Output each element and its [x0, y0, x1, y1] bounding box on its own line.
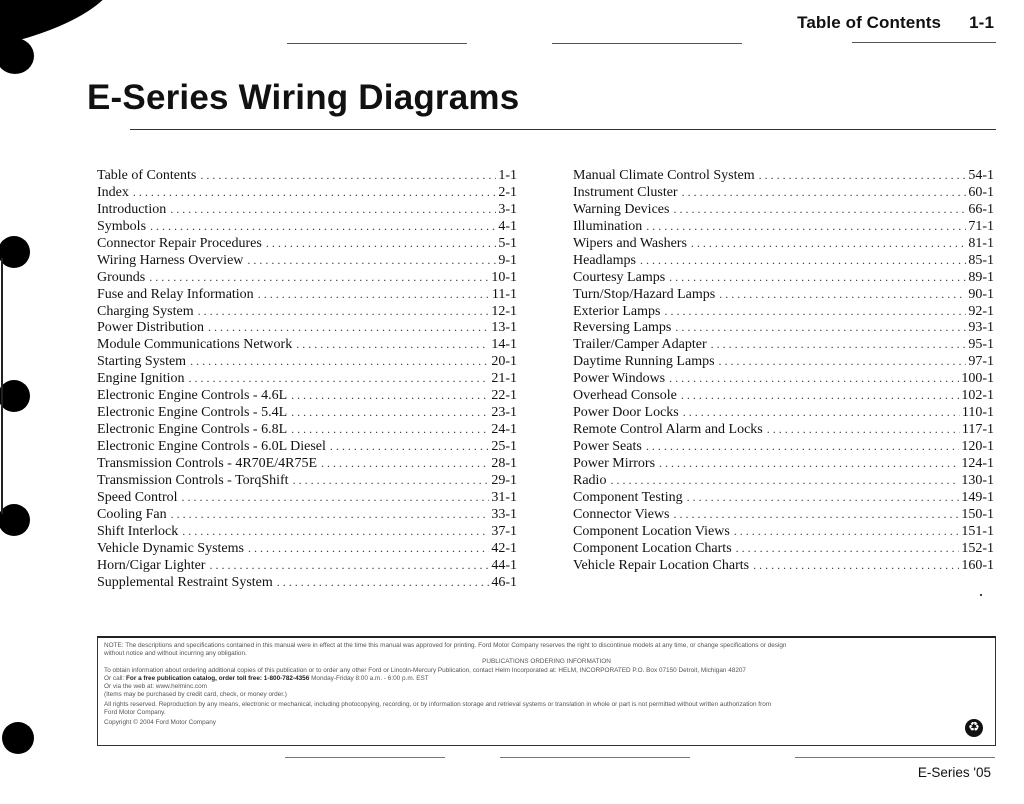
- toc-entry[interactable]: [573, 370, 994, 387]
- toc-entry-label: Engine Ignition: [97, 371, 185, 387]
- rights-text: All rights reserved. Reproduction by any means, electronic or mechanical, including photocopying, recording, or by information storage and retrieval systems or translation in whole or part is not permitted without written authorization from: [104, 700, 772, 708]
- dot-leader: [200, 167, 496, 184]
- toc-entry-label: Vehicle Repair Location Charts: [573, 557, 750, 573]
- toc-entry[interactable]: [97, 506, 517, 523]
- footer-rule: [500, 757, 690, 758]
- toc-entry-page: 31-1: [491, 489, 517, 505]
- dot-leader: [150, 218, 496, 235]
- toc-entry-label: Daytime Running Lamps: [573, 354, 715, 370]
- dot-leader: [182, 523, 489, 540]
- toc-entry[interactable]: [573, 167, 994, 184]
- title-underline: [130, 129, 996, 130]
- toc-entry[interactable]: [97, 489, 517, 506]
- toc-entry-page: 102-1: [961, 388, 994, 404]
- toc-entry-page: 44-1: [491, 557, 517, 573]
- dot-leader: [208, 319, 489, 336]
- dot-leader: [759, 167, 967, 184]
- toc-entry[interactable]: [97, 201, 517, 218]
- document-title: E-Series Wiring Diagrams: [87, 78, 520, 117]
- toc-entry-label: Wipers and Washers: [573, 235, 687, 251]
- toc-entry-page: 71-1: [968, 218, 994, 234]
- ordering-phone-line: [104, 675, 989, 683]
- toc-entry[interactable]: [97, 438, 517, 455]
- toc-entry-label: Index: [97, 184, 129, 200]
- toc-entry[interactable]: [573, 455, 994, 472]
- dot-leader: [664, 303, 966, 320]
- toc-entry[interactable]: [97, 421, 517, 438]
- toc-entry-page: 66-1: [968, 201, 994, 217]
- dot-leader: [640, 252, 966, 269]
- dot-leader: [296, 336, 489, 353]
- toc-entry-page: 12-1: [491, 303, 517, 319]
- toc-entry-label: Turn/Stop/Hazard Lamps: [573, 286, 716, 302]
- toc-entry-page: 89-1: [968, 269, 994, 285]
- dot-leader: [646, 218, 966, 235]
- toc-entry-page: 11-1: [491, 286, 517, 302]
- dot-leader: [669, 269, 966, 286]
- dot-leader: [674, 506, 960, 523]
- toc-entry[interactable]: [573, 235, 994, 252]
- toc-entry[interactable]: [97, 218, 517, 235]
- dot-leader: [675, 319, 966, 336]
- dot-leader: [133, 184, 496, 201]
- toc-entry-label: Warning Devices: [573, 201, 670, 217]
- toc-entry-page: 100-1: [961, 371, 994, 387]
- dot-leader: [149, 269, 489, 286]
- toc-entry-page: 151-1: [961, 523, 994, 539]
- toc-entry[interactable]: [97, 404, 517, 421]
- toc-entry[interactable]: [97, 269, 517, 286]
- toc-entry-label: Shift Interlock: [97, 523, 179, 539]
- toc-entry[interactable]: [573, 421, 994, 438]
- toc-entry-label: Supplemental Restraint System: [97, 574, 273, 590]
- toc-entry-label: Illumination: [573, 218, 643, 234]
- toc-entry-label: Connector Repair Procedures: [97, 235, 262, 251]
- header-rule: [287, 43, 467, 44]
- toc-entry[interactable]: [573, 303, 994, 320]
- ordering-web-link[interactable]: Or via the web at: www.helminc.com: [104, 683, 207, 691]
- toc-entry-label: Power Door Locks: [573, 405, 679, 421]
- toc-entry-label: Reversing Lamps: [573, 320, 672, 336]
- dot-leader: [291, 387, 489, 404]
- toc-entry-page: 149-1: [961, 489, 994, 505]
- toc-entry[interactable]: [97, 455, 517, 472]
- dot-leader: [266, 235, 496, 252]
- toc-entry-label: Component Testing: [573, 489, 683, 505]
- toc-entry-label: Overhead Console: [573, 388, 677, 404]
- toc-entry-label: Module Communications Network: [97, 337, 293, 353]
- toc-entry[interactable]: [97, 319, 517, 336]
- toc-entry[interactable]: [97, 167, 517, 184]
- toc-entry-page: 29-1: [491, 472, 517, 488]
- footer-rule: [795, 757, 995, 758]
- binding-hole: [2, 722, 34, 754]
- toc-entry[interactable]: [573, 353, 994, 370]
- toc-entry[interactable]: [573, 523, 994, 540]
- toc-entry[interactable]: [573, 387, 994, 404]
- toc-entry[interactable]: [573, 404, 994, 421]
- toc-entry-page: 3-1: [498, 201, 517, 217]
- toc-entry[interactable]: [97, 303, 517, 320]
- toc-entry-page: 92-1: [968, 303, 994, 319]
- toc-entry-page: 33-1: [491, 506, 517, 522]
- dot-leader: [182, 489, 490, 506]
- dot-leader: [734, 523, 960, 540]
- toc-entry-label: Remote Control Alarm and Locks: [573, 422, 763, 438]
- header-rule: [552, 43, 742, 44]
- toc-entry-label: Speed Control: [97, 489, 178, 505]
- toc-entry[interactable]: [573, 319, 994, 336]
- ordering-text: To obtain information about ordering additional copies of this publication or to order any other Ford or Lincoln-Mercury Publication, contact Helm Incorporated at: HELM, INCORPORATED P.O. Box 07150 Detroit, Michigan 48207: [104, 666, 746, 674]
- toc-entry[interactable]: [573, 472, 994, 489]
- toc-entry[interactable]: [573, 438, 994, 455]
- dot-leader: [682, 184, 967, 201]
- dot-leader: [198, 303, 490, 320]
- dot-leader: [673, 201, 966, 218]
- toc-entry-page: 85-1: [968, 252, 994, 268]
- scan-speck: [980, 594, 982, 596]
- dot-leader: [753, 557, 959, 574]
- toc-entry-label: Fuse and Relay Information: [97, 286, 254, 302]
- toc-entry-label: Electronic Engine Controls - 6.0L Diesel: [97, 439, 326, 454]
- binding-hole: [0, 380, 30, 412]
- toc-entry-label: Electronic Engine Controls - 5.4L: [97, 405, 288, 421]
- footer-edition: E-Series '05: [917, 765, 991, 780]
- dot-leader: [767, 421, 960, 438]
- toc-entry-label: Electronic Engine Controls - 6.8L: [97, 422, 288, 438]
- dot-leader: [321, 455, 489, 472]
- toc-entry-page: 42-1: [491, 540, 517, 556]
- section-title: Table of Contents: [797, 13, 942, 32]
- toc-entry-label: Horn/Cigar Lighter: [97, 557, 206, 573]
- toc-entry[interactable]: [97, 184, 517, 201]
- dot-leader: [247, 252, 496, 269]
- toc-entry-label: Courtesy Lamps: [573, 269, 666, 285]
- toc-entry-page: 150-1: [961, 506, 994, 522]
- dot-leader: [687, 489, 960, 506]
- toc-entry[interactable]: [97, 252, 517, 269]
- toc-entry-page: 46-1: [491, 574, 517, 590]
- binding-hole: [0, 504, 30, 536]
- toc-entry[interactable]: [97, 336, 517, 353]
- toc-entry[interactable]: [97, 286, 517, 303]
- legal-notice-box: [97, 636, 996, 746]
- header-rule: [852, 42, 996, 43]
- toc-entry-page: 117-1: [961, 422, 994, 438]
- dot-leader: [659, 455, 959, 472]
- toc-entry[interactable]: [97, 353, 517, 370]
- toc-entry-page: 37-1: [491, 523, 517, 539]
- dot-leader: [189, 370, 490, 387]
- toc-entry-page: 60-1: [968, 184, 994, 200]
- toc-entry-label: Radio: [573, 472, 607, 488]
- dot-leader: [190, 353, 489, 370]
- toc-entry-label: Power Seats: [573, 439, 642, 454]
- notice-text: NOTE: The descriptions and specifications contained in this manual were in effect at the time this manual was approved for printing. Ford Motor Company reserves the right to discontinue models at any time, or change specifications or design: [104, 642, 787, 649]
- ordering-text: (Items may be purchased by credit card, check, or money order.): [104, 691, 287, 699]
- toc-entry-label: Trailer/Camper Adapter: [573, 337, 707, 353]
- toc-entry[interactable]: [97, 235, 517, 252]
- toc-entry[interactable]: [573, 218, 994, 235]
- toc-entry[interactable]: [573, 184, 994, 201]
- recycle-icon: ♻: [965, 719, 983, 737]
- toll-free-number: For a free publication catalog, order toll free: 1-800-782-4356: [126, 674, 310, 682]
- toc-entry-page: 9-1: [498, 252, 517, 268]
- toc-entry-label: Transmission Controls - 4R70E/4R75E: [97, 455, 318, 471]
- toc-entry-page: 90-1: [968, 286, 994, 302]
- toc-entry-page: 28-1: [491, 455, 517, 471]
- toc-entry-label: Charging System: [97, 303, 194, 319]
- dot-leader: [291, 421, 489, 438]
- toc-entry-label: Symbols: [97, 218, 147, 234]
- dot-leader: [719, 353, 967, 370]
- toc-entry[interactable]: [97, 540, 517, 557]
- dot-leader: [171, 506, 490, 523]
- dot-leader: [681, 387, 960, 404]
- toc-entry-page: 20-1: [491, 354, 517, 370]
- toc-entry-page: 25-1: [491, 439, 517, 454]
- toc-entry[interactable]: [97, 574, 517, 591]
- toc-entry-label: Starting System: [97, 354, 187, 370]
- toc-column-right: [573, 167, 994, 574]
- toc-entry-label: Electronic Engine Controls - 4.6L: [97, 388, 288, 404]
- toc-entry-page: 81-1: [968, 235, 994, 251]
- toc-entry[interactable]: [573, 557, 994, 574]
- dot-leader: [683, 404, 960, 421]
- notice-text: without notice and without incurring any obligation.: [104, 650, 247, 658]
- binding-edge-line: [1, 258, 3, 514]
- toc-entry-label: Table of Contents: [97, 168, 197, 183]
- dot-leader: [209, 557, 489, 574]
- toc-entry-label: Manual Climate Control System: [573, 168, 755, 183]
- toc-entry-page: 23-1: [491, 405, 517, 421]
- toc-entry-page: 14-1: [491, 337, 517, 353]
- ordering-hours: Monday-Friday 8:00 a.m. - 6:00 p.m. EST: [311, 674, 429, 682]
- toc-entry-label: Exterior Lamps: [573, 303, 661, 319]
- toc-entry-page: 24-1: [491, 422, 517, 438]
- dot-leader: [646, 438, 960, 455]
- toc-entry[interactable]: [573, 269, 994, 286]
- toc-entry[interactable]: [573, 286, 994, 303]
- toc-entry[interactable]: [97, 387, 517, 404]
- dot-leader: [258, 286, 490, 303]
- toc-entry[interactable]: [573, 489, 994, 506]
- toc-entry-label: Headlamps: [573, 252, 636, 268]
- toc-entry-page: 1-1: [498, 168, 517, 183]
- toc-entry-label: Component Location Views: [573, 523, 730, 539]
- toc-entry-page: 110-1: [961, 405, 994, 421]
- toc-entry-label: Grounds: [97, 269, 146, 285]
- dot-leader: [669, 370, 959, 387]
- toc-entry-label: Introduction: [97, 201, 167, 217]
- toc-entry-page: 10-1: [491, 269, 517, 285]
- toc-entry[interactable]: [573, 336, 994, 353]
- toc-entry[interactable]: [97, 370, 517, 387]
- toc-entry-page: 124-1: [961, 455, 994, 471]
- toc-column-left: [97, 167, 517, 590]
- page-number: 1-1: [969, 13, 994, 32]
- dot-leader: [736, 540, 960, 557]
- toc-entry-label: Power Windows: [573, 371, 666, 387]
- toc-entry-page: 130-1: [961, 472, 994, 488]
- dot-leader: [711, 336, 967, 353]
- binding-hole: [0, 38, 34, 74]
- toc-entry-page: 97-1: [968, 354, 994, 370]
- toc-entry-page: 22-1: [491, 388, 517, 404]
- binding-hole: [0, 236, 30, 268]
- toc-entry[interactable]: [573, 201, 994, 218]
- toc-entry[interactable]: [573, 540, 994, 557]
- ordering-prefix: Or call:: [104, 674, 125, 682]
- dot-leader: [277, 574, 490, 591]
- dot-leader: [691, 235, 966, 252]
- dot-leader: [293, 472, 490, 489]
- ordering-heading: PUBLICATIONS ORDERING INFORMATION: [482, 658, 611, 666]
- toc-entry-label: Transmission Controls - TorqShift: [97, 472, 289, 488]
- toc-entry-page: 54-1: [968, 168, 994, 183]
- toc-entry-label: Vehicle Dynamic Systems: [97, 540, 244, 556]
- toc-entry[interactable]: [97, 523, 517, 540]
- toc-entry-page: 120-1: [961, 439, 994, 454]
- toc-entry-label: Connector Views: [573, 506, 670, 522]
- toc-entry-label: Power Distribution: [97, 320, 204, 336]
- toc-entry[interactable]: [97, 472, 517, 489]
- toc-entry[interactable]: [573, 252, 994, 269]
- toc-entry[interactable]: [97, 557, 517, 574]
- toc-entry-page: 21-1: [491, 371, 517, 387]
- dot-leader: [719, 286, 966, 303]
- toc-entry-page: 2-1: [498, 184, 517, 200]
- toc-entry-label: Cooling Fan: [97, 506, 167, 522]
- dot-leader: [170, 201, 496, 218]
- footer-rule: [285, 757, 445, 758]
- toc-entry-page: 152-1: [961, 540, 994, 556]
- dot-leader: [291, 404, 489, 421]
- toc-entry-label: Component Location Charts: [573, 540, 732, 556]
- toc-entry-page: 160-1: [961, 557, 994, 573]
- toc-entry-page: 4-1: [498, 218, 517, 234]
- toc-entry-page: 5-1: [498, 235, 517, 251]
- toc-entry[interactable]: [573, 506, 994, 523]
- dot-leader: [610, 472, 959, 489]
- dot-leader: [248, 540, 489, 557]
- toc-entry-label: Wiring Harness Overview: [97, 252, 244, 268]
- dot-leader: [330, 438, 489, 455]
- toc-entry-page: 95-1: [968, 337, 994, 353]
- toc-entry-page: 13-1: [491, 320, 517, 336]
- running-head: [797, 13, 994, 33]
- toc-entry-page: 93-1: [968, 320, 994, 336]
- toc-entry-label: Power Mirrors: [573, 455, 656, 471]
- copyright-text: Copyright © 2004 Ford Motor Company: [104, 718, 216, 726]
- rights-text: Ford Motor Company.: [104, 709, 166, 717]
- toc-entry-label: Instrument Cluster: [573, 184, 678, 200]
